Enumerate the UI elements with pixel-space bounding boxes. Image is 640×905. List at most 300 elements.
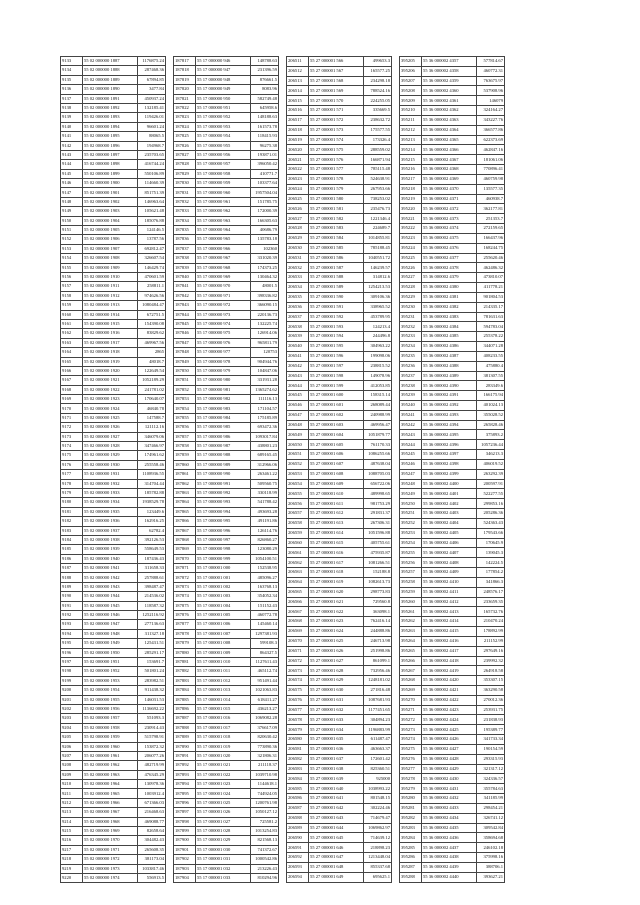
value-cell: 255378.22 bbox=[477, 332, 505, 342]
row-number: 395249 bbox=[400, 489, 422, 499]
cadastral-code: 55 02 000000 1922 bbox=[83, 385, 138, 394]
value-cell: 324336.57 bbox=[477, 774, 505, 784]
row-number: 395239 bbox=[400, 391, 422, 401]
row-number: 395259 bbox=[400, 587, 422, 597]
value-cell: 904944.76 bbox=[251, 357, 279, 366]
cadastral-code: 55 36 000002 4425 bbox=[422, 725, 477, 735]
table-row bbox=[400, 233, 505, 243]
table-row bbox=[174, 620, 279, 629]
row-number: 206548 bbox=[287, 420, 309, 430]
table-row bbox=[61, 179, 166, 188]
table-row bbox=[287, 843, 392, 853]
table-row bbox=[174, 169, 279, 178]
row-number: 206570 bbox=[287, 636, 309, 646]
cadastral-code: 55 02 000000 1964 bbox=[83, 780, 138, 789]
cadastral-code: 55 27 000001 649 bbox=[309, 872, 364, 883]
table-row bbox=[400, 705, 505, 715]
table-row bbox=[287, 420, 392, 430]
row-number: 395275 bbox=[400, 744, 422, 754]
value-cell: 331931.28 bbox=[251, 376, 279, 385]
table-row bbox=[287, 381, 392, 391]
value-cell: 355784.63 bbox=[477, 784, 505, 794]
table-row bbox=[61, 789, 166, 798]
table-row bbox=[61, 122, 166, 131]
table-row bbox=[400, 361, 505, 371]
row-number: 187827 bbox=[174, 150, 196, 159]
cadastral-code: 55 17 000000 946 bbox=[196, 57, 251, 66]
value-cell: 177854.2 bbox=[477, 568, 505, 578]
table-row bbox=[287, 214, 392, 224]
cadastral-code: 55 02 000000 1935 bbox=[83, 507, 138, 516]
row-number: 187889 bbox=[174, 733, 196, 742]
row-number: 187844 bbox=[174, 310, 196, 319]
cadastral-code: 55 36 000002 4379 bbox=[422, 273, 477, 283]
value-cell: 671366.03 bbox=[138, 798, 166, 807]
table-row bbox=[61, 648, 166, 657]
value-cell: 398336.82 bbox=[251, 291, 279, 300]
row-number: 187875 bbox=[174, 601, 196, 610]
table-row bbox=[287, 253, 392, 263]
value-cell: 469967.56 bbox=[138, 338, 166, 347]
cadastral-code: 55 27 000001 630 bbox=[309, 686, 364, 696]
cadastral-code: 55 02 000000 1900 bbox=[83, 179, 138, 188]
cadastral-code: 55 36 000002 4434 bbox=[422, 813, 477, 823]
cadastral-code: 55 17 000001 021 bbox=[196, 761, 251, 770]
row-number: 9180 bbox=[61, 498, 83, 507]
cadastral-code: 55 27 000001 581 bbox=[309, 204, 364, 214]
value-cell: 1213448.04 bbox=[364, 853, 392, 863]
table-row bbox=[287, 263, 392, 273]
value-cell: 1136692.22 bbox=[138, 704, 166, 713]
value-cell: 146079 bbox=[477, 96, 505, 106]
table-row bbox=[61, 676, 166, 685]
cadastral-code: 55 27 000001 582 bbox=[309, 214, 364, 224]
row-number: 187857 bbox=[174, 432, 196, 441]
table-row bbox=[174, 376, 279, 385]
row-number: 395214 bbox=[400, 145, 422, 155]
table-row bbox=[287, 204, 392, 214]
value-cell: 714639.12 bbox=[364, 833, 392, 843]
value-cell: 1252116.92 bbox=[138, 611, 166, 620]
cadastral-code: 55 02 000000 1963 bbox=[83, 770, 138, 779]
table-row bbox=[287, 440, 392, 450]
cadastral-code: 55 17 000000 952 bbox=[196, 113, 251, 122]
cadastral-code: 55 17 000001 004 bbox=[196, 601, 251, 610]
cadastral-code: 55 27 000001 583 bbox=[309, 224, 364, 234]
value-cell: 178892.99 bbox=[477, 627, 505, 637]
row-number: 395280 bbox=[400, 794, 422, 804]
value-cell: 489998.65 bbox=[364, 489, 392, 499]
value-cell: 244888.86 bbox=[364, 627, 392, 637]
cadastral-code: 55 27 000001 627 bbox=[309, 656, 364, 666]
value-cell: 476345.29 bbox=[138, 770, 166, 779]
cadastral-code: 55 36 000002 4370 bbox=[422, 184, 477, 194]
cadastral-code: 55 27 000001 625 bbox=[309, 636, 364, 646]
table-row bbox=[174, 160, 279, 169]
table-row bbox=[287, 96, 392, 106]
table-row bbox=[287, 342, 392, 352]
value-cell: 271816.48 bbox=[364, 686, 392, 696]
row-number: 206549 bbox=[287, 430, 309, 440]
cadastral-code: 55 02 000000 1962 bbox=[83, 761, 138, 770]
row-number: 187867 bbox=[174, 526, 196, 535]
value-cell: 248576.17 bbox=[477, 587, 505, 597]
row-number: 187848 bbox=[174, 348, 196, 357]
cadastral-code: 55 27 000001 593 bbox=[309, 322, 364, 332]
value-cell: 165577.25 bbox=[364, 66, 392, 76]
value-cell: 231838.93 bbox=[477, 715, 505, 725]
value-cell: 810294.96 bbox=[251, 873, 279, 882]
cadastral-code: 55 36 000002 4381 bbox=[422, 292, 477, 302]
table-row bbox=[174, 310, 279, 319]
value-cell: 622373.69 bbox=[477, 135, 505, 145]
cadastral-code: 55 27 000001 639 bbox=[309, 774, 364, 784]
table-row bbox=[287, 76, 392, 86]
value-cell: 1221346.4 bbox=[364, 214, 392, 224]
cadastral-code: 55 02 000000 1921 bbox=[83, 376, 138, 385]
row-number: 206539 bbox=[287, 332, 309, 342]
value-cell: 450937.24 bbox=[138, 94, 166, 103]
cadastral-code: 55 02 000000 1939 bbox=[83, 545, 138, 554]
table-row bbox=[61, 460, 166, 469]
cadastral-code: 55 36 000002 4402 bbox=[422, 499, 477, 509]
value-cell: 88065.5 bbox=[138, 132, 166, 141]
table-row bbox=[174, 404, 279, 413]
cadastral-code: 55 27 000001 644 bbox=[309, 823, 364, 833]
table-row bbox=[287, 764, 392, 774]
row-number: 9142 bbox=[61, 141, 83, 150]
cadastral-code: 55 17 000001 009 bbox=[196, 648, 251, 657]
cadastral-code: 55 02 000000 1887 bbox=[83, 57, 138, 66]
table-row bbox=[287, 292, 392, 302]
table-row bbox=[61, 639, 166, 648]
row-number: 187873 bbox=[174, 582, 196, 591]
cadastral-code: 55 36 000002 4420 bbox=[422, 676, 477, 686]
row-number: 9163 bbox=[61, 338, 83, 347]
row-number: 187830 bbox=[174, 179, 196, 188]
value-cell: 470601.59 bbox=[138, 272, 166, 281]
row-number: 395235 bbox=[400, 351, 422, 361]
value-cell: 1069862.97 bbox=[364, 823, 392, 833]
value-cell: 139045.3 bbox=[477, 548, 505, 558]
row-number: 9208 bbox=[61, 761, 83, 770]
value-cell: 499653.3 bbox=[364, 57, 392, 67]
value-cell: 246713.98 bbox=[364, 636, 392, 646]
table-row bbox=[287, 273, 392, 283]
table-row bbox=[287, 489, 392, 499]
value-cell: 170640.07 bbox=[138, 395, 166, 404]
table-row bbox=[287, 528, 392, 538]
table-row bbox=[287, 125, 392, 135]
table-row bbox=[400, 862, 505, 872]
cadastral-code: 55 02 000000 1907 bbox=[83, 244, 138, 253]
table-row bbox=[400, 420, 505, 430]
cadastral-code: 55 27 000001 648 bbox=[309, 862, 364, 872]
cadastral-code: 55 36 000002 4375 bbox=[422, 233, 477, 243]
value-cell: 146239.57 bbox=[364, 263, 392, 273]
cadastral-code: 55 02 000000 1932 bbox=[83, 479, 138, 488]
value-cell: 1021063.83 bbox=[251, 686, 279, 695]
value-cell: 297649.16 bbox=[477, 646, 505, 656]
row-number: 9201 bbox=[61, 695, 83, 704]
cadastral-code: 55 27 000001 608 bbox=[309, 469, 364, 479]
value-cell: 473810.07 bbox=[477, 273, 505, 283]
row-number: 9169 bbox=[61, 395, 83, 404]
table-row bbox=[287, 430, 392, 440]
table-row bbox=[400, 322, 505, 332]
table-row bbox=[287, 577, 392, 587]
value-cell: 821568.13 bbox=[251, 836, 279, 845]
table-row bbox=[287, 833, 392, 843]
cadastral-code: 55 27 000001 589 bbox=[309, 283, 364, 293]
cadastral-code: 55 02 000000 1925 bbox=[83, 413, 138, 422]
row-number: 395255 bbox=[400, 548, 422, 558]
value-cell: 1248181.02 bbox=[364, 676, 392, 686]
value-cell: 206077.26 bbox=[138, 751, 166, 760]
value-cell: 362177.81 bbox=[477, 204, 505, 214]
row-number: 9220 bbox=[61, 873, 83, 882]
row-number: 206547 bbox=[287, 410, 309, 420]
value-cell: 974626.56 bbox=[138, 291, 166, 300]
row-number: 9193 bbox=[61, 620, 83, 629]
row-number: 9207 bbox=[61, 751, 83, 760]
table-row bbox=[287, 686, 392, 696]
value-cell: 299853.16 bbox=[477, 499, 505, 509]
value-cell: 8083.96 bbox=[251, 85, 279, 94]
value-cell: 246102.18 bbox=[477, 843, 505, 853]
register-grid bbox=[60, 56, 579, 883]
value-cell: 166437.96 bbox=[477, 233, 505, 243]
table-row bbox=[61, 488, 166, 497]
value-cell: 130464.32 bbox=[251, 272, 279, 281]
row-number: 187840 bbox=[174, 272, 196, 281]
table-row bbox=[400, 538, 505, 548]
table-row bbox=[174, 873, 279, 882]
table-row bbox=[400, 636, 505, 646]
table-row bbox=[287, 853, 392, 863]
value-cell: 185782.88 bbox=[138, 488, 166, 497]
cadastral-code: 55 27 000001 637 bbox=[309, 754, 364, 764]
value-cell: 825360.51 bbox=[364, 764, 392, 774]
cadastral-code: 55 36 000002 4363 bbox=[422, 115, 477, 125]
table-row bbox=[400, 794, 505, 804]
row-number: 9209 bbox=[61, 770, 83, 779]
cadastral-code: 55 36 000002 4416 bbox=[422, 636, 477, 646]
cadastral-code: 55 27 000001 590 bbox=[309, 292, 364, 302]
table-row bbox=[400, 194, 505, 204]
table-row bbox=[400, 135, 505, 145]
row-number: 206561 bbox=[287, 548, 309, 558]
table-row bbox=[61, 103, 166, 112]
table-row bbox=[400, 803, 505, 813]
cadastral-code: 55 17 000000 977 bbox=[196, 348, 251, 357]
row-number: 187824 bbox=[174, 122, 196, 131]
table-row bbox=[287, 174, 392, 184]
row-number: 206541 bbox=[287, 351, 309, 361]
cadastral-code: 55 17 000001 019 bbox=[196, 742, 251, 751]
table-row bbox=[400, 489, 505, 499]
table-row bbox=[400, 106, 505, 116]
row-number: 395283 bbox=[400, 823, 422, 833]
table-row bbox=[174, 770, 279, 779]
row-number: 187837 bbox=[174, 244, 196, 253]
cadastral-code: 55 27 000001 647 bbox=[309, 853, 364, 863]
value-cell: 346079.06 bbox=[138, 432, 166, 441]
table-row bbox=[400, 184, 505, 194]
table-row bbox=[61, 733, 166, 742]
row-number: 206513 bbox=[287, 76, 309, 86]
table-row bbox=[174, 150, 279, 159]
cadastral-code: 55 27 000001 569 bbox=[309, 86, 364, 96]
value-cell: 121112.16 bbox=[138, 423, 166, 432]
value-cell: 122649.54 bbox=[138, 366, 166, 375]
value-cell: 114660.39 bbox=[138, 179, 166, 188]
row-number: 187866 bbox=[174, 517, 196, 526]
table-row bbox=[287, 410, 392, 420]
cadastral-code: 55 17 000001 018 bbox=[196, 733, 251, 742]
cadastral-code: 55 17 000001 008 bbox=[196, 639, 251, 648]
table-row bbox=[174, 789, 279, 798]
row-number: 187892 bbox=[174, 761, 196, 770]
table-row bbox=[400, 676, 505, 686]
value-cell: 135577.35 bbox=[477, 184, 505, 194]
value-cell: 309542.84 bbox=[477, 823, 505, 833]
value-cell: 1051596.88 bbox=[364, 528, 392, 538]
row-number: 9217 bbox=[61, 845, 83, 854]
table-row bbox=[174, 244, 279, 253]
table-row bbox=[174, 282, 279, 291]
cadastral-code: 55 17 000001 002 bbox=[196, 582, 251, 591]
table-row bbox=[61, 197, 166, 206]
row-number: 395271 bbox=[400, 705, 422, 715]
cadastral-code: 55 36 000002 4386 bbox=[422, 342, 477, 352]
value-cell: 230914.43 bbox=[138, 723, 166, 732]
table-row bbox=[174, 695, 279, 704]
value-cell: 341733.34 bbox=[477, 735, 505, 745]
cadastral-code: 55 02 000000 1923 bbox=[83, 395, 138, 404]
row-number: 206531 bbox=[287, 253, 309, 263]
table-row bbox=[174, 460, 279, 469]
cadastral-code: 55 02 000000 1905 bbox=[83, 226, 138, 235]
row-number: 206562 bbox=[287, 558, 309, 568]
value-cell: 341866.3 bbox=[477, 577, 505, 587]
cadastral-code: 55 02 000000 1971 bbox=[83, 845, 138, 854]
value-cell: 224689.7 bbox=[364, 224, 392, 234]
document-page bbox=[60, 56, 579, 883]
value-cell: 146429.74 bbox=[138, 263, 166, 272]
value-cell: 1033817.46 bbox=[138, 864, 166, 873]
row-number: 395278 bbox=[400, 774, 422, 784]
value-cell: 785115.48 bbox=[364, 165, 392, 175]
table-row bbox=[61, 836, 166, 845]
cadastral-code: 55 36 000002 4387 bbox=[422, 351, 477, 361]
value-cell: 158315.14 bbox=[364, 391, 392, 401]
table-row bbox=[287, 636, 392, 646]
value-cell: 96601.24 bbox=[138, 122, 166, 131]
value-cell: 738253.02 bbox=[364, 194, 392, 204]
row-number: 9176 bbox=[61, 460, 83, 469]
row-number: 206532 bbox=[287, 263, 309, 273]
row-number: 9177 bbox=[61, 470, 83, 479]
value-cell: 149078.96 bbox=[364, 371, 392, 381]
table-row bbox=[400, 125, 505, 135]
cadastral-code: 55 17 000000 978 bbox=[196, 357, 251, 366]
value-cell: 48001.5 bbox=[251, 282, 279, 291]
cadastral-code: 55 27 000001 578 bbox=[309, 174, 364, 184]
value-cell: 46840.78 bbox=[138, 404, 166, 413]
table-row bbox=[400, 479, 505, 489]
cadastral-code: 55 27 000001 605 bbox=[309, 440, 364, 450]
row-number: 187871 bbox=[174, 564, 196, 573]
cadastral-code: 55 02 000000 1952 bbox=[83, 667, 138, 676]
value-cell: 214335.17 bbox=[477, 302, 505, 312]
row-number: 9140 bbox=[61, 122, 83, 131]
value-cell: 302224.46 bbox=[364, 803, 392, 813]
table-row bbox=[400, 391, 505, 401]
row-number: 9133 bbox=[61, 57, 83, 66]
table-row bbox=[61, 498, 166, 507]
cadastral-code: 55 02 000000 1944 bbox=[83, 592, 138, 601]
cadastral-code: 55 17 000001 020 bbox=[196, 751, 251, 760]
value-cell: 166871.94 bbox=[364, 155, 392, 165]
value-cell: 695625.1 bbox=[364, 872, 392, 883]
value-cell: 1365274.62 bbox=[251, 385, 279, 394]
row-number: 206525 bbox=[287, 194, 309, 204]
cadastral-code: 55 36 000002 4380 bbox=[422, 283, 477, 293]
value-cell: 925000 bbox=[364, 774, 392, 784]
value-cell: 551093.3 bbox=[138, 714, 166, 723]
row-number: 395272 bbox=[400, 715, 422, 725]
row-number: 9213 bbox=[61, 808, 83, 817]
table-row bbox=[61, 873, 166, 882]
cadastral-code: 55 17 000001 012 bbox=[196, 676, 251, 685]
cadastral-code: 55 27 000001 619 bbox=[309, 577, 364, 587]
table-row bbox=[174, 526, 279, 535]
value-cell: 1000542.86 bbox=[251, 855, 279, 864]
table-row bbox=[400, 764, 505, 774]
row-number: 395243 bbox=[400, 430, 422, 440]
value-cell: 326607.54 bbox=[138, 254, 166, 263]
cadastral-code: 55 36 000002 4393 bbox=[422, 410, 477, 420]
table-row bbox=[174, 611, 279, 620]
table-row bbox=[287, 695, 392, 705]
cadastral-code: 55 36 000002 4412 bbox=[422, 597, 477, 607]
table-row bbox=[174, 507, 279, 516]
table-row bbox=[174, 291, 279, 300]
table-row bbox=[287, 371, 392, 381]
value-cell: 460938.7 bbox=[477, 194, 505, 204]
row-number: 9181 bbox=[61, 507, 83, 516]
value-cell: 1144618.1 bbox=[251, 780, 279, 789]
row-number: 187817 bbox=[174, 57, 196, 66]
row-number: 9165 bbox=[61, 357, 83, 366]
cadastral-code: 55 17 000001 001 bbox=[196, 573, 251, 582]
value-cell: 163768.13 bbox=[251, 582, 279, 591]
table-row bbox=[287, 587, 392, 597]
table-row bbox=[61, 573, 166, 582]
value-cell: 213226.43 bbox=[251, 864, 279, 873]
table-row bbox=[61, 780, 166, 789]
cadastral-code: 55 17 000000 974 bbox=[196, 319, 251, 328]
cadastral-code: 55 17 000000 989 bbox=[196, 460, 251, 469]
cadastral-code: 55 27 000001 628 bbox=[309, 666, 364, 676]
value-cell: 692812.47 bbox=[138, 244, 166, 253]
row-number: 206556 bbox=[287, 499, 309, 509]
value-cell: 392126.53 bbox=[138, 535, 166, 544]
value-cell: 1108936.55 bbox=[138, 470, 166, 479]
cadastral-code: 55 17 000001 022 bbox=[196, 770, 251, 779]
row-number: 9145 bbox=[61, 169, 83, 178]
